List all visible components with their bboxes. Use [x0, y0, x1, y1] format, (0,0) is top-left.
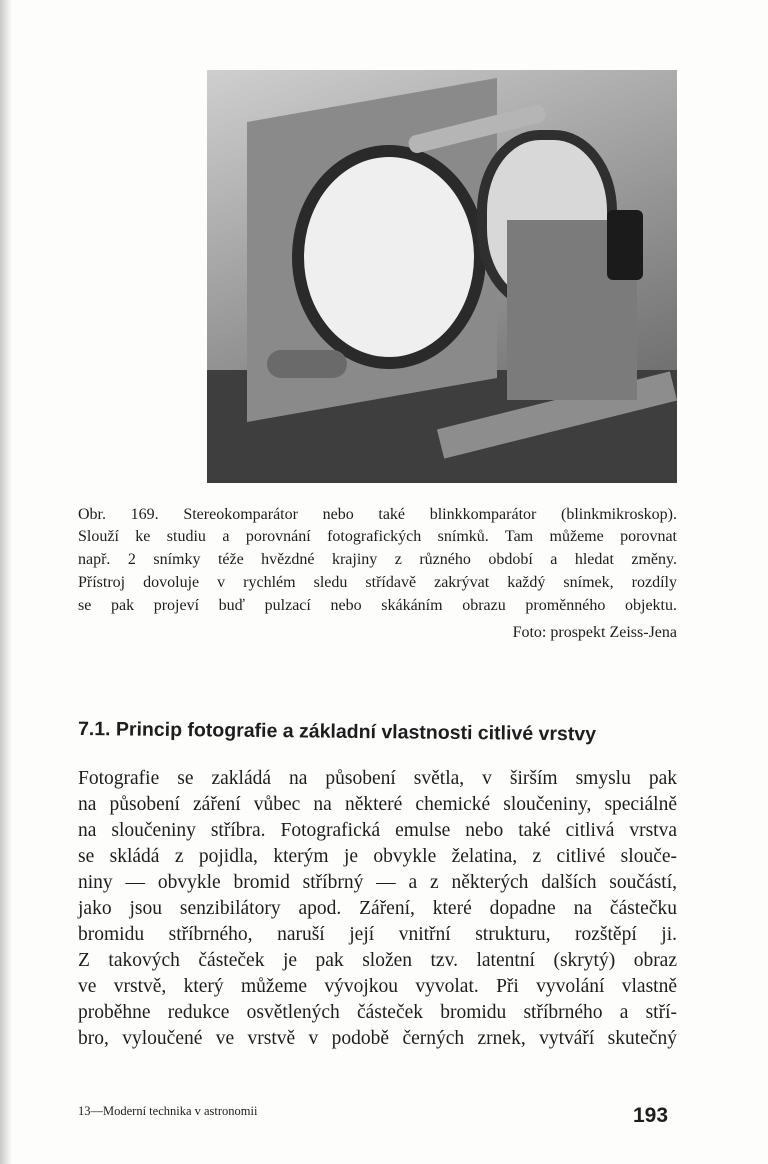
stereocomparator-photo [207, 70, 677, 483]
figure-caption-line: Přístroj dovoluje v rychlém sledu střídavě zakrývat každý snímek, rozdíly [78, 574, 677, 591]
body-text-line: niny — obvykle bromid stříbrný — a z některých dalších součástí, [78, 872, 677, 893]
running-footer-title: 13—Moderní technika v astronomii [78, 1104, 258, 1118]
body-text-line: proběhne redukce osvětlených částeček bromidu stříbrného a stří- [78, 1002, 677, 1023]
figure-caption-line: Slouží ke studiu a porovnání fotografických snímků. Tam můžeme porovnat [78, 528, 677, 545]
page-gutter-shadow [0, 0, 12, 1164]
page-number: 193 [633, 1104, 669, 1127]
body-text-line: se skládá z pojidla, kterým je obvykle želatina, z citlivé slouče- [78, 846, 677, 867]
body-text-line: na působení záření vůbec na některé chemické sloučeniny, speciálně [78, 794, 677, 815]
body-text-line: Z takových částeček je pak složen tzv. latentní (skrytý) obraz [78, 950, 677, 971]
body-text-line: Fotografie se zakládá na působení světla, v širším smyslu pak [78, 768, 677, 789]
body-text-line: bromidu stříbrného, naruší její vnitřní strukturu, rozštěpí ji. [78, 924, 677, 945]
body-text-line: jako jsou senzibilátory apod. Záření, které dopadne na částečku [78, 898, 677, 919]
body-text-line: ve vrstvě, který můžeme vývojkou vyvolat. Při vyvolání vlastně [78, 976, 677, 997]
body-text-line: na sloučeniny stříbra. Fotografická emulse nebo také citlivá vrstva [78, 820, 677, 841]
section-heading: 7.1. Princip fotografie a základní vlastnosti citlivé vrstvy [77, 718, 597, 746]
photo-credit: Foto: prospekt Zeiss-Jena [512, 624, 677, 641]
figure-caption-line: Obr. 169. Stereokomparátor nebo také blinkkomparátor (blinkmikroskop). [78, 506, 677, 523]
figure-caption-line: např. 2 snímky téže hvězdné krajiny z různého období a hledat změny. [78, 551, 677, 568]
body-text-line: bro, vyloučené ve vrstvě v podobě černých zrnek, vytváří skutečný [78, 1028, 677, 1049]
figure-caption-line: se pak projeví buď pulzací nebo skákáním obrazu proměnného objektu. [78, 597, 677, 614]
